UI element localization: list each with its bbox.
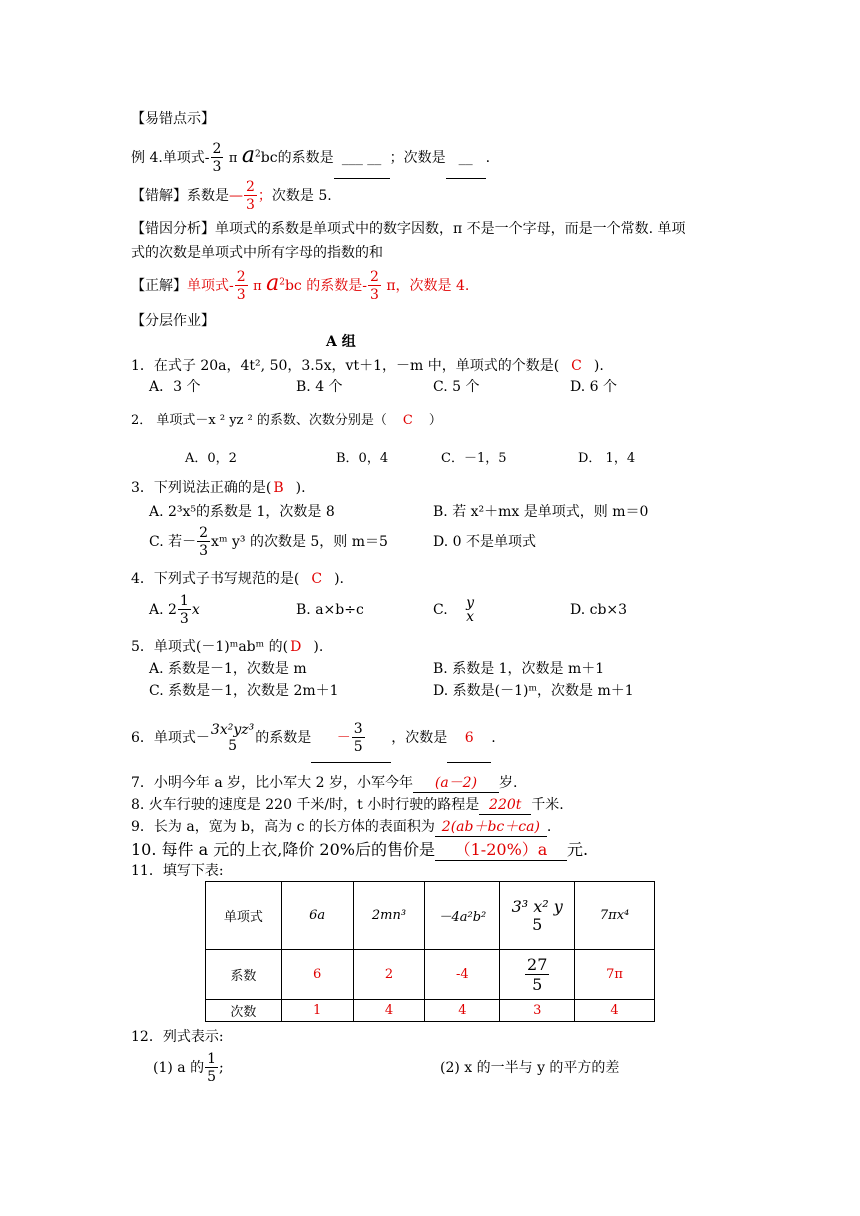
q3-answer: B	[273, 480, 284, 496]
ex4-a: a	[241, 143, 256, 168]
question-4: 4．下列式子书写规范的是( C ).	[131, 571, 345, 587]
table-row-monomial	[206, 882, 655, 950]
q3-option-b: B. 若 x²＋mx 是单项式，则 m＝0	[433, 504, 649, 520]
monomial-4-fraction: 3³ x² y 5	[511, 896, 563, 934]
q1-option-a: A．3 个	[149, 379, 201, 395]
q2-option-c: C．－1，5	[441, 451, 507, 466]
ex4-blank-coef: ___ __	[334, 138, 390, 179]
question-5: 5．单项式(－1)ᵐabᵐ 的( D ).	[131, 639, 324, 655]
cell-monomial-2: 2mn³	[353, 882, 425, 950]
q5-option-b: B. 系数是 1，次数是 m＋1	[433, 661, 605, 677]
monomial-table	[205, 881, 655, 1022]
q4-option-d: D. cb×3	[570, 602, 628, 618]
wrong-solution: 【错解】系数是— $\frac{2}{3}$ ；次数是 5.	[131, 179, 332, 213]
section-heading-yicuo: 【易错点示】	[131, 111, 215, 127]
cell-coef-4	[500, 950, 575, 1000]
correct-solution: 【正解】单项式- $\frac{2}{3}$ π $a^2bc$ 的系数是- $\frac{2}{3}$ π，次数是 4.	[131, 269, 470, 303]
q5-option-a: A. 系数是－1，次数是 m	[149, 661, 307, 677]
q12-part-1: (1) a 的 $\frac{1}{5}$ ;	[153, 1051, 224, 1085]
q5-option-c: C. 系数是－1，次数是 2m＋1	[149, 683, 339, 699]
q4-option-a-fraction: $\frac{1}{3}$	[179, 593, 189, 627]
table-row-coefficient	[206, 950, 655, 1000]
row-label-degree: 次数	[206, 1000, 282, 1022]
question-11: 11．填写下表:	[131, 863, 224, 879]
ex4-fraction: $\frac{2}{3}$	[212, 141, 222, 175]
q3-option-d: D. 0 不是单项式	[433, 534, 536, 550]
q1-answer: C	[571, 358, 582, 374]
q1-option-d: D. 6 个	[570, 379, 617, 395]
pi-symbol: π	[228, 151, 238, 166]
q1-option-b: B. 4 个	[296, 379, 343, 395]
q5-answer: D	[290, 639, 302, 655]
q2-option-a: A．0，2	[185, 451, 237, 466]
q4-option-a: A. 2 $\frac{1}{3}$ x	[149, 593, 200, 627]
coef-4-fraction: $\frac{27}{5}$	[527, 954, 548, 994]
q2-option-b: B．0，4	[336, 451, 389, 466]
question-8: 8. 火车行驶的速度是 220 千米/时，t 小时行驶的路程是 220t 千米.	[131, 797, 564, 813]
question-2: 2． 单项式－x ² yz ² 的系数、次数分别是（ C ）	[131, 413, 442, 428]
question-9: 9．长为 a，宽为 b，高为 c 的长方体的表面积为 2(ab＋bc＋ca) .	[131, 819, 552, 835]
question-7: 7．小明今年 a 岁，比小军大 2 岁，小军今年 (a－2) 岁.	[131, 775, 518, 791]
row-label-coefficient: 系数	[206, 950, 282, 1000]
q4-option-c-fraction: y x	[466, 595, 475, 625]
question-6: 6．单项式－ 3x²yz³ 5 的系数是 － $\frac{3}{5}$ ，次数是 6 .	[131, 714, 496, 763]
q10-blank: （1-20%）a	[435, 840, 567, 861]
q6-fraction: 3x²yz³ 5	[210, 722, 255, 754]
q4-option-b: B. a×b÷c	[296, 602, 364, 618]
q4-answer: C	[311, 571, 323, 587]
cell-monomial-5: 7πx⁴	[575, 882, 655, 950]
question-12: 12．列式表示:	[131, 1029, 224, 1045]
q12-part-1-fraction: $\frac{1}{5}$	[207, 1051, 216, 1085]
section-heading-fenceng: 【分层作业】	[131, 313, 215, 329]
q3-option-c-fraction: $\frac{2}{3}$	[199, 525, 209, 559]
cell-coef-1: 6	[281, 950, 353, 1000]
q6-answer-fraction: $\frac{3}{5}$	[353, 721, 363, 755]
q7-blank: (a－2)	[413, 774, 499, 793]
cell-coef-5: 7π	[575, 950, 655, 1000]
q12-part-2: (2) x 的一半与 y 的平方的差	[440, 1060, 620, 1076]
error-analysis-line2: 式的次数是单项式中所有字母的指数的和	[131, 245, 383, 261]
q2-answer: C	[402, 413, 413, 428]
cell-degree-4: 3	[500, 1000, 575, 1022]
q3-option-c: C. 若－ $\frac{2}{3}$ xᵐ y³ 的次数是 5，则 m＝5	[149, 525, 388, 559]
row-label-monomial: 单项式	[206, 882, 282, 950]
ex4-prefix: 例 4.单项式-	[131, 150, 210, 166]
q9-blank: 2(ab＋bc＋ca)	[435, 818, 547, 837]
correct-solution-fraction: $\frac{2}{3}$	[236, 269, 246, 303]
cell-degree-3: 4	[425, 1000, 500, 1022]
cell-monomial-1: 6a	[281, 882, 353, 950]
wrong-solution-fraction: $\frac{2}{3}$	[246, 179, 255, 213]
example-4: 例 4.单项式- $\frac{2}{3}$ π $a^2bc$的系数是 ___ __ ；次数是 __ .	[131, 136, 490, 179]
cell-degree-5: 4	[575, 1000, 655, 1022]
question-10: 10. 每件 a 元的上衣,降价 20%后的售价是 （1-20%）a 元.	[131, 840, 589, 859]
q8-blank: 220t	[479, 796, 531, 815]
q5-option-d: D. 系数是(－1)ᵐ，次数是 m＋1	[433, 683, 634, 699]
q6-blank-degree: 6	[447, 714, 491, 763]
correct-solution-fraction-2: $\frac{2}{3}$	[369, 269, 379, 303]
q2-option-d: D． 1，4	[578, 451, 636, 466]
cell-coef-2: 2	[353, 950, 425, 1000]
cell-degree-2: 4	[353, 1000, 425, 1022]
cell-degree-1: 1	[281, 1000, 353, 1022]
cell-coef-3: -4	[425, 950, 500, 1000]
q3-option-a: A. 2³x⁵的系数是 1，次数是 8	[149, 504, 335, 520]
q6-blank-coef: － $\frac{3}{5}$	[311, 714, 391, 763]
question-3: 3．下列说法正确的是( B ).	[131, 480, 306, 496]
cell-monomial-4	[500, 882, 575, 950]
error-analysis-line1: 【错因分析】单项式的系数是单项式中的数字因数，π 不是一个字母，而是一个常数. 单项	[131, 221, 686, 237]
ex4-blank-degree: __	[446, 138, 486, 179]
question-1: 1．在式子 20a，4t², 50，3.5x，vt＋1，－m 中，单项式的个数是( C ).	[131, 358, 604, 374]
cell-monomial-3: －4a²b²	[425, 882, 500, 950]
q4-option-c: C. y x	[433, 595, 475, 625]
table-row-degree	[206, 1000, 655, 1022]
q1-option-c: C. 5 个	[433, 379, 480, 395]
group-a-heading: A 组	[326, 334, 356, 350]
